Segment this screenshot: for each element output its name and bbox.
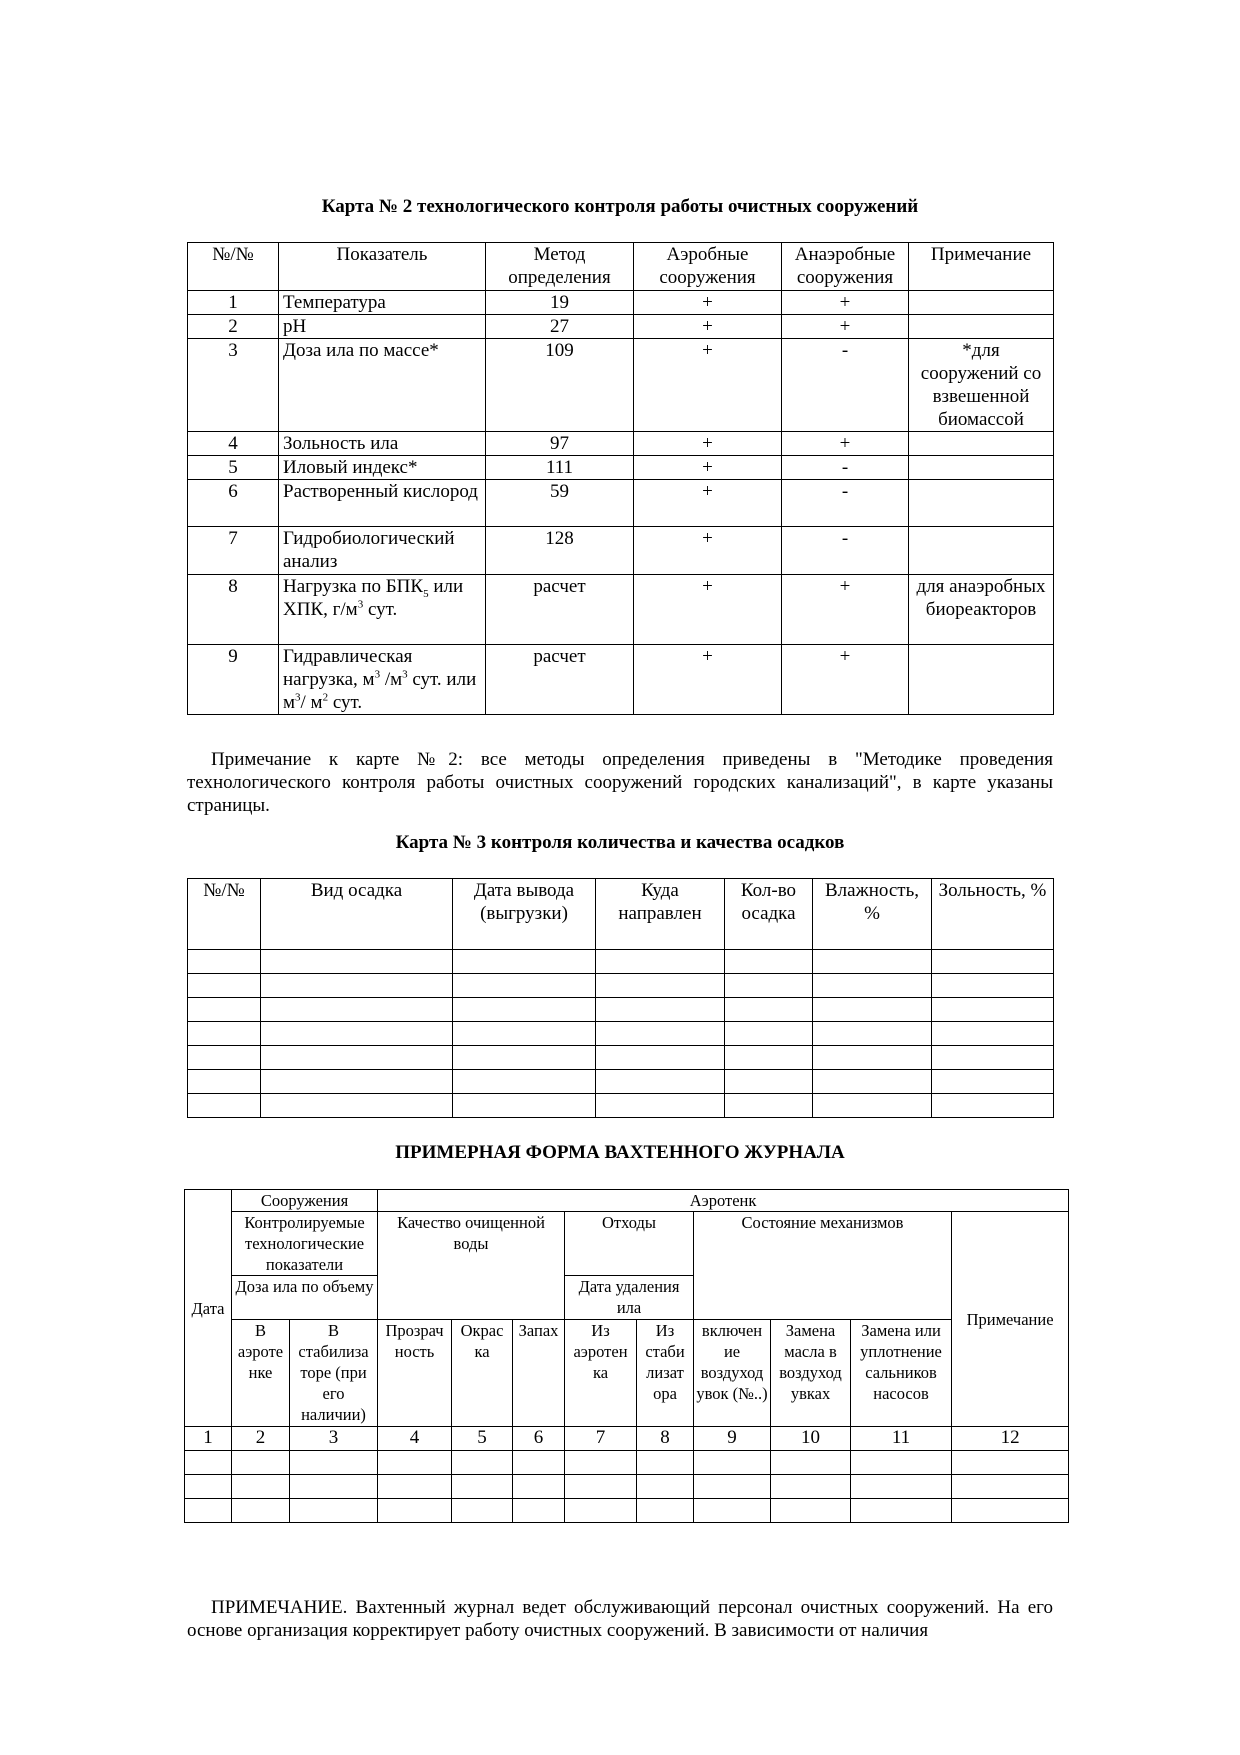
row-indicator: Нагрузка по $БПК_5$ или ХПК, $г/м^3$ сут. [279, 575, 486, 645]
row-note [909, 315, 1054, 339]
row-anaerobic: - [782, 339, 909, 432]
row-method: 109 [486, 339, 634, 432]
journal-title: ПРИМЕРНАЯ ФОРМА ВАХТЕННОГО ЖУРНАЛА [395, 1142, 845, 1163]
journal-sub-oil-change: Замена масла в воздуход увках [771, 1320, 851, 1427]
table-row [188, 950, 1054, 974]
journal-sub-from-aerotank: Из аэротен ка [565, 1320, 637, 1427]
row-indicator: Температура [279, 291, 486, 315]
col-number: 11 [851, 1427, 952, 1451]
journal-dose-header: Доза ила по объему [232, 1276, 378, 1320]
row-method: 111 [486, 456, 634, 480]
journal-aerotank-header: Аэротенк [378, 1190, 1069, 1212]
journal-sub-transparency: Прозрач ность [378, 1320, 452, 1427]
row-aerobic: + [634, 291, 782, 315]
journal-waste-header: Отходы [565, 1212, 694, 1276]
journal-sub-seals: Замена или уплотнение сальников насосов [851, 1320, 952, 1427]
card3-table [187, 878, 1054, 1118]
table-row [188, 1094, 1054, 1118]
row-num: 7 [188, 527, 279, 575]
col-number: 12 [952, 1427, 1069, 1451]
row-anaerobic: + [782, 645, 909, 715]
row-method: расчет [486, 645, 634, 715]
row-aerobic: + [634, 456, 782, 480]
row-aerobic: + [634, 645, 782, 715]
table-row [188, 575, 1054, 645]
header-num: №/№ [188, 879, 261, 950]
table-row [188, 291, 1054, 315]
col-number: 10 [771, 1427, 851, 1451]
row-anaerobic: + [782, 315, 909, 339]
header-num: №/№ [188, 243, 279, 291]
card2-footnote: Примечание к карте №2: все методы определения приведены в "Методике проведения технологического контроля работы очистных сооружений городских канализаций", в карте указаны страницы. [187, 749, 1053, 816]
header-amount: Кол-во осадка [725, 879, 813, 950]
row-num: 3 [188, 339, 279, 432]
journal-controlled-header: Контролируемые технологические показатели [232, 1212, 378, 1276]
journal-table [184, 1189, 1069, 1523]
journal-date-header: Дата [185, 1190, 232, 1427]
row-num: 6 [188, 480, 279, 527]
table-row [188, 339, 1054, 432]
row-note [909, 480, 1054, 527]
row-aerobic: + [634, 432, 782, 456]
journal-water-quality-header: Качество очищенной воды [378, 1212, 565, 1320]
journal-sub-blowers-on: включен ие воздуход увок (№..) [694, 1320, 771, 1427]
journal-sub-color: Окрас ка [452, 1320, 513, 1427]
col-number: 1 [185, 1427, 232, 1451]
row-method: 59 [486, 480, 634, 527]
header-indicator: Показатель [279, 243, 486, 291]
table-row [185, 1451, 1069, 1475]
row-note: *для сооружений со взвешенной биомассой [909, 339, 1054, 432]
row-num: 1 [188, 291, 279, 315]
header-method: Метод определения [486, 243, 634, 291]
table-row [188, 315, 1054, 339]
table-row [185, 1475, 1069, 1499]
table-row [188, 456, 1054, 480]
card3-header-row [188, 879, 1054, 950]
row-note [909, 432, 1054, 456]
row-anaerobic: + [782, 575, 909, 645]
table-row [188, 645, 1054, 715]
table-row [188, 480, 1054, 527]
row-method: 19 [486, 291, 634, 315]
row-indicator: Гидробиологический анализ [279, 527, 486, 575]
col-number: 6 [513, 1427, 565, 1451]
closing-note: ПРИМЕЧАНИЕ. Вахтенный журнал ведет обслуживающий персонал очистных сооружений. На его основе организация корректирует работу очистных сооружений. В зависимости от наличия [187, 1597, 1053, 1641]
col-number: 3 [290, 1427, 378, 1451]
header-ash: Зольность, % [932, 879, 1054, 950]
row-num: 8 [188, 575, 279, 645]
row-method: 27 [486, 315, 634, 339]
card2-table [187, 242, 1054, 715]
header-note: Примечание [909, 243, 1054, 291]
row-aerobic: + [634, 575, 782, 645]
table-row [188, 1070, 1054, 1094]
col-number: 7 [565, 1427, 637, 1451]
row-aerobic: + [634, 527, 782, 575]
table-row [188, 998, 1054, 1022]
row-indicator: Иловый индекс* [279, 456, 486, 480]
table-row [188, 527, 1054, 575]
journal-sludge-removal-header: Дата удаления ила [565, 1276, 694, 1320]
row-note [909, 456, 1054, 480]
row-note [909, 527, 1054, 575]
col-number: 8 [637, 1427, 694, 1451]
header-aerobic: Аэробные сооружения [634, 243, 782, 291]
header-destination: Куда направлен [596, 879, 725, 950]
row-anaerobic: - [782, 527, 909, 575]
row-method: 128 [486, 527, 634, 575]
row-aerobic: + [634, 315, 782, 339]
journal-number-row [185, 1427, 1069, 1451]
row-indicator: Доза ила по массе* [279, 339, 486, 432]
header-sediment-type: Вид осадка [261, 879, 453, 950]
row-note: для анаэробных биореакторов [909, 575, 1054, 645]
col-number: 4 [378, 1427, 452, 1451]
journal-structures-header: Сооружения [232, 1190, 378, 1212]
row-indicator: Гидравлическая нагрузка, $м^3$ $/м^3$ сут. или $м^3/$ $м^2$ сут. [279, 645, 486, 715]
table-row [188, 1046, 1054, 1070]
table-row [188, 974, 1054, 998]
journal-sub-from-stabilizer: Из стаби лизат ора [637, 1320, 694, 1427]
row-method: расчет [486, 575, 634, 645]
col-number: 5 [452, 1427, 513, 1451]
row-aerobic: + [634, 480, 782, 527]
row-anaerobic: + [782, 291, 909, 315]
row-aerobic: + [634, 339, 782, 432]
header-humidity: Влажность, % [813, 879, 932, 950]
row-num: 2 [188, 315, 279, 339]
row-anaerobic: - [782, 456, 909, 480]
card3-title: Карта № 3 контроля количества и качества осадков [395, 832, 845, 853]
row-indicator: Растворенный кислород [279, 480, 486, 527]
col-number: 9 [694, 1427, 771, 1451]
journal-note-header: Примечание [952, 1212, 1069, 1427]
journal-sub-aerotank: В аэроте нке [232, 1320, 290, 1427]
card2-header-row [188, 243, 1054, 291]
header-anaerobic: Анаэробные сооружения [782, 243, 909, 291]
col-number: 2 [232, 1427, 290, 1451]
row-anaerobic: - [782, 480, 909, 527]
row-indicator: Зольность ила [279, 432, 486, 456]
row-method: 97 [486, 432, 634, 456]
table-row [188, 432, 1054, 456]
row-indicator: pH [279, 315, 486, 339]
row-num: 5 [188, 456, 279, 480]
table-row [185, 1499, 1069, 1523]
journal-sub-smell: Запах [513, 1320, 565, 1427]
header-output-date: Дата вывода (выгрузки) [453, 879, 596, 950]
row-note [909, 291, 1054, 315]
journal-mechanisms-header: Состояние механизмов [694, 1212, 952, 1320]
card2-title: Карта № 2 технологического контроля работы очистных сооружений [321, 196, 919, 217]
row-num: 4 [188, 432, 279, 456]
table-row [188, 1022, 1054, 1046]
journal-sub-stabilizer: В стабилиза торе (при его наличии) [290, 1320, 378, 1427]
row-note [909, 645, 1054, 715]
row-num: 9 [188, 645, 279, 715]
row-anaerobic: + [782, 432, 909, 456]
